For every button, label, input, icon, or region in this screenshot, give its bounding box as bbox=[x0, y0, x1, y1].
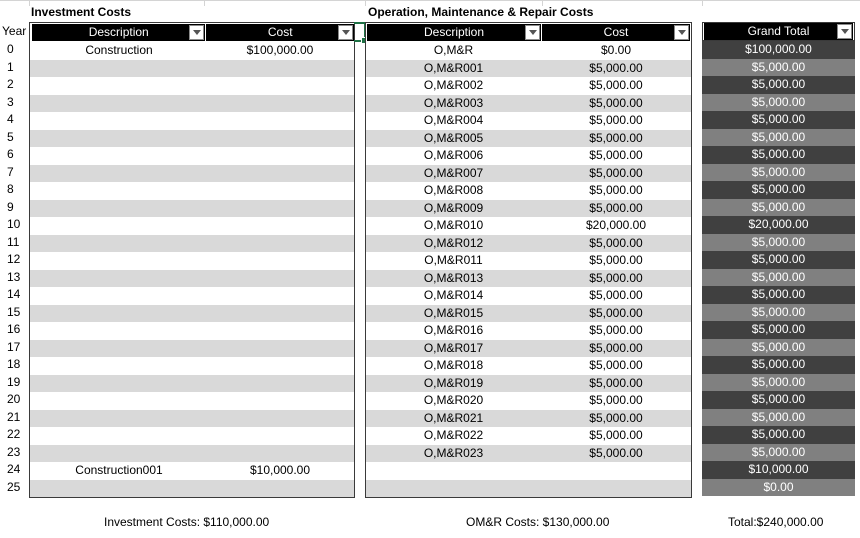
table-row bbox=[702, 129, 855, 147]
dropdown-arrow-icon[interactable] bbox=[674, 25, 689, 40]
investment-description-cell[interactable] bbox=[30, 95, 206, 113]
table-row bbox=[30, 130, 354, 148]
table-row bbox=[30, 42, 354, 60]
year-number: 25 bbox=[7, 479, 21, 494]
omr-cost-cell[interactable]: $5,000.00 bbox=[589, 165, 643, 180]
omr-description-cell[interactable]: O,M&R011 bbox=[424, 253, 483, 268]
year-number: 0 bbox=[7, 42, 14, 56]
table-row bbox=[30, 165, 354, 183]
table-row bbox=[702, 94, 855, 112]
omr-description-cell[interactable]: O,M&R001 bbox=[423, 60, 484, 75]
investment-cost-cell[interactable] bbox=[206, 77, 354, 95]
table-row bbox=[702, 164, 855, 182]
omr-description-cell[interactable]: O,M&R018 bbox=[423, 358, 484, 373]
table-row bbox=[366, 182, 691, 200]
grand-total-cell[interactable]: $10,000.00 bbox=[748, 462, 809, 477]
year-number: 13 bbox=[7, 269, 21, 284]
dropdown-arrow-icon[interactable] bbox=[338, 25, 353, 40]
year-number: 11 bbox=[7, 234, 20, 249]
omr-cost-cell[interactable]: $5,000.00 bbox=[589, 78, 643, 93]
table-row bbox=[702, 111, 855, 129]
investment-description-cell[interactable] bbox=[30, 340, 206, 358]
table-row bbox=[366, 340, 691, 358]
investment-cost-cell[interactable] bbox=[206, 235, 354, 253]
grand-total-cell[interactable]: $100,000.00 bbox=[745, 42, 812, 56]
omr-cost-cell[interactable]: $5,000.00 bbox=[589, 340, 643, 355]
grand-total-cell[interactable]: $5,000.00 bbox=[751, 357, 806, 372]
table-row bbox=[702, 216, 855, 234]
omr-cost-cell[interactable]: $5,000.00 bbox=[589, 253, 643, 268]
investment-description-cell[interactable]: Construction001 bbox=[75, 463, 163, 478]
investment-description-cell[interactable] bbox=[30, 182, 206, 200]
omr-cost-cell[interactable]: $5,000.00 bbox=[589, 235, 643, 250]
omr-costs-title: Operation, Maintenance & Repair Costs bbox=[368, 5, 594, 19]
header-label: Cost bbox=[603, 25, 629, 39]
investment-cost-cell[interactable] bbox=[206, 60, 354, 78]
table-row bbox=[30, 410, 354, 428]
table-row bbox=[366, 270, 691, 288]
year-number: 19 bbox=[7, 374, 21, 389]
investment-cost-cell[interactable] bbox=[206, 340, 354, 358]
omr-cost-cell[interactable]: $5,000.00 bbox=[589, 410, 643, 425]
year-number: 5 bbox=[7, 129, 14, 144]
omr-cost-cell[interactable] bbox=[541, 462, 691, 480]
omr-description-cell[interactable] bbox=[366, 480, 541, 498]
omr-cost-cell[interactable]: $5,000.00 bbox=[589, 288, 643, 303]
table-row bbox=[30, 462, 354, 480]
table-row bbox=[702, 76, 855, 94]
investment-description-cell[interactable] bbox=[30, 305, 206, 323]
omr-description-cell[interactable] bbox=[366, 462, 541, 480]
omr-description-cell[interactable]: O,M&R005 bbox=[423, 130, 484, 145]
investment-cost-cell[interactable] bbox=[206, 165, 354, 183]
investment-costs-title: Investment Costs bbox=[31, 5, 132, 19]
grand-total-cell[interactable]: $5,000.00 bbox=[751, 252, 806, 267]
table-row bbox=[30, 392, 354, 410]
year-number: 24 bbox=[7, 462, 21, 477]
grand-total-header-row bbox=[702, 22, 855, 41]
table-row bbox=[366, 60, 691, 78]
omr-cost-cell[interactable]: $5,000.00 bbox=[589, 148, 643, 163]
investment-description-cell[interactable] bbox=[30, 217, 206, 235]
investment-cost-cell[interactable] bbox=[206, 95, 354, 113]
grand-total-cell[interactable]: $5,000.00 bbox=[751, 304, 806, 319]
omr-header-row bbox=[366, 23, 691, 42]
omr-description-cell[interactable]: O,M&R008 bbox=[423, 183, 484, 198]
grand-total-cell[interactable]: $5,000.00 bbox=[751, 129, 806, 144]
omr-description-cell[interactable]: O,M&R007 bbox=[423, 165, 484, 180]
omr-cost-cell[interactable]: $5,000.00 bbox=[589, 95, 643, 110]
grand-total-cell[interactable]: $0.00 bbox=[763, 479, 794, 494]
table-row bbox=[30, 112, 354, 130]
table-row bbox=[30, 357, 354, 375]
omr-cost-cell[interactable]: $5,000.00 bbox=[589, 358, 643, 373]
investment-description-cell[interactable] bbox=[30, 147, 206, 165]
table-row bbox=[366, 252, 691, 270]
investment-cost-cell[interactable] bbox=[206, 410, 354, 428]
table-row bbox=[702, 356, 855, 374]
grand-total-cell[interactable]: $5,000.00 bbox=[751, 182, 806, 197]
investment-description-cell[interactable] bbox=[30, 427, 206, 445]
table-row bbox=[30, 270, 354, 288]
omr-cost-cell[interactable]: $5,000.00 bbox=[589, 393, 643, 408]
investment-cost-cell[interactable] bbox=[206, 445, 354, 463]
omr-table-body bbox=[366, 42, 691, 497]
year-number: 4 bbox=[7, 112, 14, 127]
header-label: Cost bbox=[267, 25, 293, 39]
table-row bbox=[366, 95, 691, 113]
table-row bbox=[702, 269, 855, 287]
year-number: 16 bbox=[7, 322, 21, 337]
table-row bbox=[702, 41, 855, 59]
investment-description-cell[interactable] bbox=[30, 445, 206, 463]
omr-cost-cell[interactable]: $5,000.00 bbox=[589, 183, 643, 198]
grand-total-cell[interactable]: $5,000.00 bbox=[751, 322, 806, 337]
investment-cost-cell[interactable] bbox=[206, 392, 354, 410]
investment-description-cell[interactable] bbox=[30, 357, 206, 375]
omr-cost-cell[interactable]: $5,000.00 bbox=[589, 428, 643, 443]
table-row bbox=[30, 340, 354, 358]
grand-total-cell[interactable]: $5,000.00 bbox=[751, 409, 806, 424]
omr-description-cell[interactable]: O,M&R021 bbox=[423, 410, 484, 425]
sheet-gridline bbox=[204, 0, 205, 6]
year-label: Year bbox=[2, 24, 27, 38]
table-row bbox=[366, 77, 691, 95]
omr-cost-cell[interactable]: $5,000.00 bbox=[589, 323, 643, 338]
omr-description-cell[interactable]: O,M&R017 bbox=[423, 340, 484, 355]
omr-description-cell[interactable]: O,M&R023 bbox=[423, 445, 484, 460]
table-row bbox=[366, 462, 691, 480]
table-row bbox=[366, 217, 691, 235]
investment-cost-cell[interactable]: $100,000.00 bbox=[246, 43, 314, 57]
table-row bbox=[366, 410, 691, 428]
table-row bbox=[366, 305, 691, 323]
investment-cost-cell[interactable] bbox=[206, 480, 354, 498]
omr-description-cell[interactable]: O,M&R019 bbox=[423, 375, 484, 390]
grand-total-cell[interactable]: $5,000.00 bbox=[751, 199, 806, 214]
sheet-top-gridline bbox=[0, 0, 860, 3]
omr-cost-cell[interactable]: $5,000.00 bbox=[589, 200, 643, 215]
omr-description-cell[interactable]: O,M&R016 bbox=[423, 323, 484, 338]
grand-total-cell[interactable]: $5,000.00 bbox=[751, 339, 806, 354]
year-number: 23 bbox=[7, 444, 21, 459]
table-row bbox=[702, 59, 855, 77]
table-row bbox=[366, 287, 691, 305]
grand-total-cell[interactable]: $5,000.00 bbox=[751, 112, 806, 127]
grand-total-cell[interactable]: $5,000.00 bbox=[751, 427, 806, 442]
omr-cost-cell[interactable] bbox=[541, 480, 691, 498]
year-number: 2 bbox=[7, 77, 14, 92]
dropdown-arrow-icon[interactable] bbox=[837, 24, 852, 39]
grand-total-cell[interactable]: $5,000.00 bbox=[751, 164, 806, 179]
year-number: 15 bbox=[7, 304, 21, 319]
year-column bbox=[0, 41, 28, 496]
grand-total-header[interactable] bbox=[704, 23, 853, 40]
omr-description-cell[interactable]: O,M&R bbox=[433, 43, 474, 57]
table-row bbox=[366, 480, 691, 498]
table-row bbox=[702, 251, 855, 269]
table-row bbox=[366, 392, 691, 410]
year-number: 10 bbox=[7, 217, 21, 232]
year-number: 3 bbox=[7, 94, 14, 109]
investment-cost-cell[interactable] bbox=[206, 112, 354, 130]
investment-description-cell[interactable] bbox=[30, 375, 206, 393]
table-row bbox=[702, 479, 855, 497]
investment-cost-cell[interactable] bbox=[206, 427, 354, 445]
grand-total-cell[interactable]: $20,000.00 bbox=[748, 217, 809, 232]
investment-description-cell[interactable] bbox=[30, 77, 206, 95]
omr-description-cell[interactable]: O,M&R002 bbox=[423, 78, 484, 93]
grand-total-body bbox=[702, 41, 855, 496]
year-number: 1 bbox=[7, 59, 14, 74]
table-row bbox=[366, 445, 691, 463]
omr-description-cell[interactable]: O,M&R003 bbox=[423, 95, 484, 110]
dropdown-arrow-icon[interactable] bbox=[189, 25, 204, 40]
omr-cost-cell[interactable]: $5,000.00 bbox=[589, 305, 643, 320]
omr-cost-cell[interactable]: $5,000.00 bbox=[589, 113, 643, 128]
investment-cost-cell[interactable] bbox=[206, 182, 354, 200]
year-number: 9 bbox=[7, 199, 14, 214]
year-number: 6 bbox=[7, 147, 14, 162]
grand-total-cell[interactable]: $5,000.00 bbox=[751, 147, 806, 162]
omr-description-cell[interactable]: O,M&R009 bbox=[423, 200, 484, 215]
investment-description-cell[interactable] bbox=[30, 252, 206, 270]
year-number: 22 bbox=[7, 427, 21, 442]
table-row bbox=[30, 60, 354, 78]
table-row bbox=[702, 286, 855, 304]
grand-total-cell[interactable]: $5,000.00 bbox=[751, 287, 806, 302]
table-row bbox=[30, 287, 354, 305]
investment-description-cell[interactable] bbox=[30, 287, 206, 305]
grand-total-cell[interactable]: $5,000.00 bbox=[751, 77, 806, 92]
table-row bbox=[366, 147, 691, 165]
sheet-gridline bbox=[702, 0, 703, 6]
table-row bbox=[702, 461, 855, 479]
header-label: Grand Total bbox=[747, 24, 810, 38]
table-row bbox=[366, 427, 691, 445]
investment-costs-summary: Investment Costs: $110,000.00 bbox=[104, 515, 270, 529]
table-row bbox=[30, 182, 354, 200]
table-row bbox=[702, 181, 855, 199]
grand-total-cell[interactable]: $5,000.00 bbox=[751, 392, 806, 407]
omr-description-cell[interactable]: O,M&R015 bbox=[423, 305, 484, 320]
investment-cost-cell[interactable] bbox=[206, 217, 354, 235]
omr-description-cell[interactable]: O,M&R012 bbox=[423, 235, 484, 250]
table-row bbox=[30, 147, 354, 165]
omr-description-cell[interactable]: O,M&R020 bbox=[423, 393, 484, 408]
table-row bbox=[702, 391, 855, 409]
investment-cost-cell[interactable]: $10,000.00 bbox=[249, 463, 311, 478]
investment-cost-cell[interactable] bbox=[206, 270, 354, 288]
omr-description-header[interactable] bbox=[367, 24, 541, 41]
investment-cost-cell[interactable] bbox=[206, 200, 354, 218]
grand-total-summary: Total:$240,000.00 bbox=[728, 515, 824, 529]
table-row bbox=[30, 217, 354, 235]
omr-description-cell[interactable]: O,M&R006 bbox=[423, 148, 484, 163]
grand-total-cell[interactable]: $5,000.00 bbox=[751, 269, 806, 284]
table-row bbox=[702, 374, 855, 392]
table-row bbox=[30, 200, 354, 218]
investment-description-cell[interactable] bbox=[30, 200, 206, 218]
investment-description-cell[interactable]: Construction bbox=[85, 43, 153, 57]
grand-total-cell[interactable]: $5,000.00 bbox=[751, 234, 806, 249]
table-row bbox=[366, 235, 691, 253]
year-number: 17 bbox=[7, 339, 21, 354]
omr-cost-cell[interactable]: $5,000.00 bbox=[589, 375, 643, 390]
investment-cost-cell[interactable] bbox=[206, 287, 354, 305]
omr-cost-cell[interactable]: $5,000.00 bbox=[589, 445, 643, 460]
investment-description-header[interactable] bbox=[32, 24, 205, 41]
year-number: 14 bbox=[7, 287, 21, 302]
investment-table bbox=[29, 22, 355, 498]
year-number: 18 bbox=[7, 357, 21, 372]
omr-cost-cell[interactable]: $5,000.00 bbox=[589, 270, 643, 285]
investment-description-cell[interactable] bbox=[30, 480, 206, 498]
table-row bbox=[366, 357, 691, 375]
table-row bbox=[30, 77, 354, 95]
omr-description-cell[interactable]: O,M&R010 bbox=[423, 218, 484, 233]
table-row bbox=[30, 480, 354, 498]
table-row bbox=[30, 322, 354, 340]
dropdown-arrow-icon[interactable] bbox=[525, 25, 540, 40]
investment-description-cell[interactable] bbox=[30, 322, 206, 340]
table-row bbox=[702, 444, 855, 462]
table-row bbox=[366, 322, 691, 340]
investment-table-body bbox=[30, 42, 354, 497]
investment-header-row bbox=[30, 23, 354, 42]
investment-description-cell[interactable] bbox=[30, 165, 206, 183]
investment-cost-cell[interactable] bbox=[206, 357, 354, 375]
table-row bbox=[366, 112, 691, 130]
investment-cost-cell[interactable] bbox=[206, 305, 354, 323]
table-row bbox=[30, 427, 354, 445]
investment-cost-cell[interactable] bbox=[206, 147, 354, 165]
table-row bbox=[30, 375, 354, 393]
table-row bbox=[366, 375, 691, 393]
grand-total-cell[interactable]: $5,000.00 bbox=[751, 374, 806, 389]
year-number: 8 bbox=[7, 182, 14, 197]
investment-cost-cell[interactable] bbox=[206, 130, 354, 148]
table-row bbox=[702, 409, 855, 427]
table-row bbox=[702, 304, 855, 322]
table-row bbox=[366, 200, 691, 218]
investment-cost-cell[interactable] bbox=[206, 375, 354, 393]
omr-cost-cell[interactable]: $0.00 bbox=[600, 43, 632, 57]
table-row bbox=[702, 321, 855, 339]
investment-cost-header[interactable] bbox=[206, 24, 354, 41]
investment-description-cell[interactable] bbox=[30, 130, 206, 148]
omr-cost-cell[interactable]: $5,000.00 bbox=[589, 60, 643, 75]
table-row bbox=[702, 146, 855, 164]
year-number: 12 bbox=[7, 252, 21, 267]
grand-total-cell[interactable]: $5,000.00 bbox=[751, 444, 806, 459]
investment-description-cell[interactable] bbox=[30, 235, 206, 253]
header-label: Description bbox=[88, 25, 149, 39]
investment-description-cell[interactable] bbox=[30, 410, 206, 428]
header-label: Description bbox=[423, 25, 485, 39]
table-row bbox=[702, 339, 855, 357]
year-number: 20 bbox=[7, 392, 21, 407]
omr-costs-summary: OM&R Costs: $130,000.00 bbox=[466, 515, 610, 529]
investment-cost-cell[interactable] bbox=[206, 322, 354, 340]
investment-description-cell[interactable] bbox=[30, 270, 206, 288]
table-row bbox=[366, 130, 691, 148]
table-row bbox=[702, 426, 855, 444]
table-row bbox=[30, 235, 354, 253]
omr-cost-header[interactable] bbox=[542, 24, 690, 41]
omr-description-cell[interactable]: O,M&R013 bbox=[423, 270, 484, 285]
table-row bbox=[366, 42, 691, 60]
omr-description-cell[interactable]: O,M&R022 bbox=[423, 428, 484, 443]
grand-total-cell[interactable]: $5,000.00 bbox=[751, 59, 806, 74]
sheet-gridline bbox=[29, 0, 30, 6]
table-row bbox=[366, 165, 691, 183]
omr-cost-cell[interactable]: $5,000.00 bbox=[589, 130, 643, 145]
table-row bbox=[702, 199, 855, 217]
table-row bbox=[702, 234, 855, 252]
year-number: 7 bbox=[7, 164, 14, 179]
grand-total-table bbox=[702, 22, 855, 496]
investment-cost-cell[interactable] bbox=[206, 252, 354, 270]
omr-table bbox=[365, 22, 692, 498]
year-number: 21 bbox=[7, 409, 21, 424]
table-row bbox=[30, 252, 354, 270]
investment-description-cell[interactable] bbox=[30, 60, 206, 78]
sheet-gridline bbox=[365, 0, 366, 6]
omr-description-cell[interactable]: O,M&R014 bbox=[423, 288, 484, 303]
omr-description-cell[interactable]: O,M&R004 bbox=[423, 113, 484, 128]
grand-total-cell[interactable]: $5,000.00 bbox=[751, 94, 806, 109]
table-row bbox=[30, 305, 354, 323]
investment-description-cell[interactable] bbox=[30, 392, 206, 410]
investment-description-cell[interactable] bbox=[30, 112, 206, 130]
omr-cost-cell[interactable]: $20,000.00 bbox=[585, 218, 647, 233]
table-row bbox=[30, 445, 354, 463]
table-row bbox=[30, 95, 354, 113]
